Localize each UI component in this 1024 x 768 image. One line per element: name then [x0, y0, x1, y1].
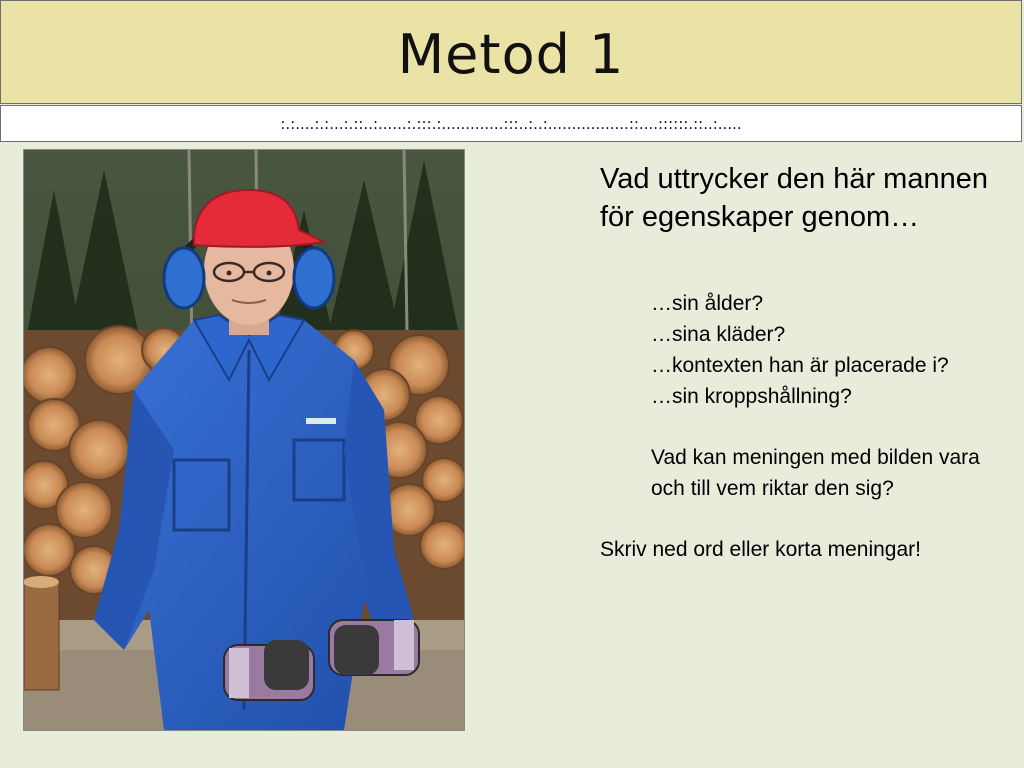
slide-text — [600, 160, 1010, 565]
man-photo-illustration — [24, 150, 464, 730]
purpose-question: Vad kan meningen med bilden vara och till vem riktar den sig? — [651, 446, 980, 500]
title-bar — [0, 0, 1022, 104]
question-list — [651, 288, 1010, 412]
slide-title: Metod 1 — [397, 22, 625, 86]
question-item: …sin kroppshållning? — [651, 385, 852, 408]
intro-question: Vad uttrycker den här mannen för egenskaper genom… — [600, 163, 988, 233]
task-instruction: Skriv ned ord eller korta meningar! — [600, 538, 921, 561]
question-item: …sina kläder? — [651, 323, 786, 346]
question-item: …kontexten han är placerade i? — [651, 354, 949, 377]
question-item: …sin ålder? — [651, 292, 764, 315]
photo — [23, 149, 465, 731]
subtitle-bar: :.:....:.:...:.::..:......:.:::.:.............:::..:..:.................::....::::::.::..:..... — [0, 105, 1022, 142]
